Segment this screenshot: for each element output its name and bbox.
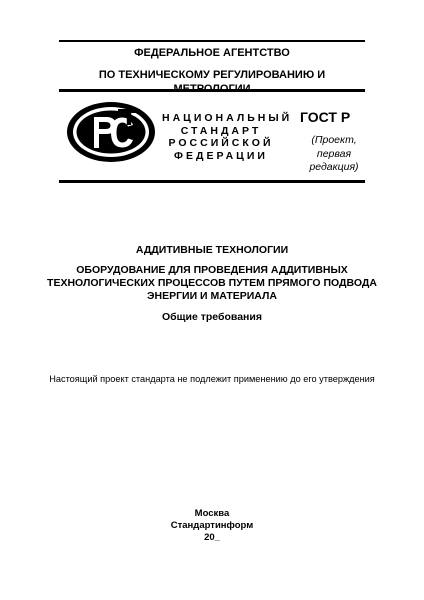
- edition-note-line2: редакция): [309, 161, 359, 173]
- national-standard-line1: НАЦИОНАЛЬНЫЙ: [162, 112, 293, 124]
- national-standard-line2: СТАНДАРТ: [180, 124, 262, 137]
- imprint: [150, 508, 274, 544]
- imprint-publisher: Стандартинформ: [170, 520, 254, 531]
- document-title-line4: ЭНЕРГИИ И МАТЕРИАЛА: [147, 290, 277, 302]
- imprint-year: 20_: [204, 532, 220, 543]
- document-subtitle: Общие требования: [162, 311, 262, 323]
- document-title-line2: ОБОРУДОВАНИЕ ДЛЯ ПРОВЕДЕНИЯ АДДИТИВНЫХ: [76, 264, 348, 276]
- imprint-city: Москва: [194, 508, 230, 519]
- national-standard-line3: РОССИЙСКОЙ: [168, 137, 274, 149]
- national-standard-label: [162, 112, 293, 162]
- document-title-line1: АДДИТИВНЫЕ ТЕХНОЛОГИИ: [135, 244, 289, 256]
- header-rule: [59, 89, 365, 92]
- divider-rule: [59, 180, 365, 183]
- gost-designation: ГОСТ Р: [300, 109, 351, 125]
- agency-name-line2: ПО ТЕХНИЧЕСКОМУ РЕГУЛИРОВАНИЮ И: [98, 69, 326, 81]
- draft-notice: Настоящий проект стандарта не подлежит применению до его утверждения: [49, 374, 375, 384]
- top-rule: [59, 40, 365, 42]
- edition-note: [296, 134, 372, 175]
- national-standard-line4: ФЕДЕРАЦИИ: [174, 149, 268, 162]
- edition-note-line1: (Проект, первая: [311, 134, 357, 160]
- rst-emblem-icon: [66, 101, 156, 163]
- document-title-line3: ТЕХНОЛОГИЧЕСКИХ ПРОЦЕССОВ ПУТЕМ ПРЯМОГО ПОДВОДА: [47, 277, 377, 289]
- rst-emblem-svg: [66, 101, 156, 163]
- agency-name-line1: ФЕДЕРАЛЬНОЕ АГЕНТСТВО: [134, 47, 290, 59]
